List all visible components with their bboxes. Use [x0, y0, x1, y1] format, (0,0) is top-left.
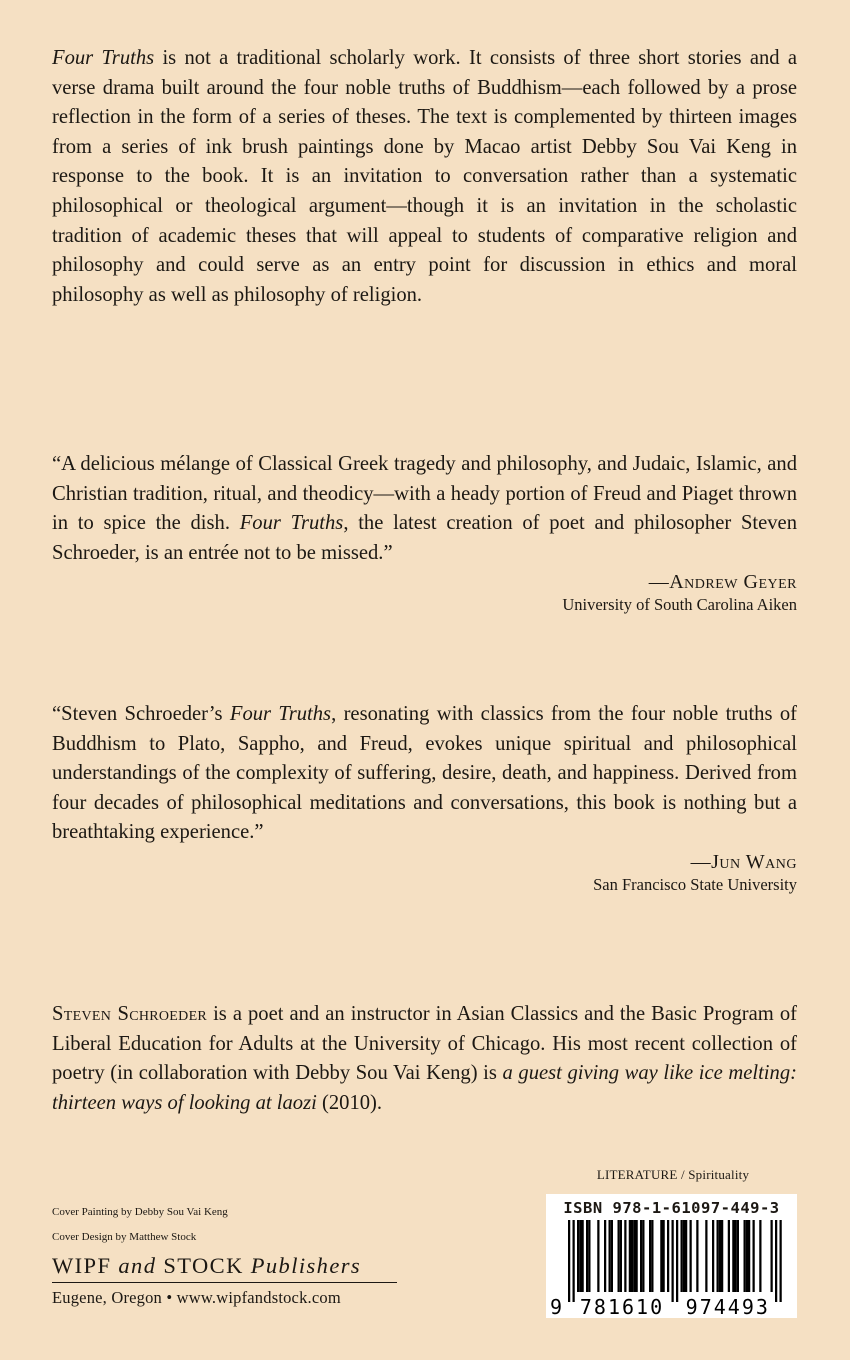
- author-name: Steven Schroeder: [52, 1003, 208, 1025]
- barcode-bar: [712, 1220, 714, 1292]
- barcode-bar: [604, 1220, 606, 1292]
- description-paragraph: Four Truths is not a traditional scholarly work. It consists of three short stories and a verse drama built around the four noble truths of Buddhism—each followed by a prose reflection in the form of a series of theses. The text is complemented by thirteen images from a series of ink brush paintings done by Macao artist Debby Sou Vai Keng in response to the book. It is an invitation to conversation rather than a systematic philosophical or theological argument—though it is an invitation in the scholastic tradition of academic theses that will appeal to students of comparative religion and philosophy and could serve as an entry point for discussion in ethics and moral philosophy as well as philosophy of religion.: [52, 47, 798, 306]
- author-bio: [52, 1000, 797, 1118]
- barcode-bar: [737, 1220, 739, 1292]
- barcode-bar: [588, 1220, 590, 1292]
- endorser-affiliation: San Francisco State University: [593, 874, 797, 894]
- endorsement-text: “Steven Schroeder’s Four Truths, resonating with classics from the four noble truths of Buddhism to Plato, Sappho, and Freud, evokes unique spiritual and philosophical understandings of the complexity of suffering, desire, death, and happiness. Derived from four decades of philosophical meditations and conversations, this book is nothing but a breathtaking experience.”: [52, 703, 797, 844]
- barcode-bar: [696, 1220, 698, 1292]
- endorsement-text: “A delicious mélange of Classical Greek tragedy and philosophy, and Judaic, Islamic, and Christian tradition, ritual, and theodicy—with a heady portion of Freud and Piaget thrown in to spice the dish. Four Truths, the latest creation of poet and philosopher Steven Schroeder, is an entrée not to be missed.”: [52, 453, 797, 564]
- barcode-bar: [660, 1220, 662, 1292]
- isbn-label: ISBN 978-1-61097-449-3: [563, 1199, 780, 1217]
- publisher-name: WIPF and STOCK Publishers: [52, 1253, 397, 1283]
- barcode-bar: [663, 1220, 665, 1292]
- barcode-bar: [633, 1220, 635, 1292]
- barcode-bar: [568, 1220, 570, 1302]
- barcode-bar: [759, 1220, 761, 1292]
- barcode-bar: [586, 1220, 588, 1292]
- barcode-graphic: [546, 1194, 797, 1318]
- barcode-bar: [676, 1220, 678, 1302]
- barcode-bar: [735, 1220, 737, 1292]
- barcode-bar: [705, 1220, 707, 1292]
- barcode-bar: [690, 1220, 692, 1292]
- barcode-bar: [636, 1220, 638, 1292]
- barcode-digits-left: 781610: [579, 1295, 665, 1318]
- endorser-name: —Andrew Geyer: [648, 571, 797, 594]
- barcode-bar: [746, 1220, 748, 1292]
- barcode-bar: [573, 1220, 575, 1302]
- author-bio-text: Steven Schroeder is a poet and an instructor in Asian Classics and the Basic Program of Liberal Education for Adults at the University of Chicago. His most recent collection of poetry (in collaboration with Debby Sou Vai Keng) is a guest giving way like ice melting: thirteen ways of looking at laozi (2010).: [52, 1003, 797, 1114]
- barcode-bar: [775, 1220, 777, 1302]
- barcode-bar: [717, 1220, 719, 1292]
- barcode-bar: [748, 1220, 750, 1292]
- barcode-bar: [753, 1220, 755, 1292]
- barcode-digit-first: 9: [550, 1295, 563, 1318]
- book-title: Four Truths: [52, 47, 155, 69]
- cover-painting-credit: Cover Painting by Debby Sou Vai Keng: [52, 1206, 228, 1218]
- barcode-bar: [649, 1220, 651, 1292]
- barcode-bar: [719, 1220, 721, 1292]
- barcode-bar: [640, 1220, 642, 1292]
- endorsement-attribution: [52, 571, 797, 617]
- barcode-bar: [631, 1220, 633, 1292]
- barcode-bar: [624, 1220, 626, 1292]
- endorsement-attribution: [52, 851, 797, 897]
- barcode-bar: [728, 1220, 730, 1292]
- barcode-bar: [672, 1220, 674, 1302]
- barcode-bar: [681, 1220, 683, 1292]
- barcode-bar: [651, 1220, 653, 1292]
- barcode-bar: [685, 1220, 687, 1292]
- barcode-bar: [642, 1220, 644, 1292]
- barcode-bar: [611, 1220, 613, 1292]
- barcode-bar: [667, 1220, 669, 1292]
- endorsement-geyer: [52, 450, 797, 617]
- barcode-bar: [620, 1220, 622, 1292]
- publisher-imprint: [52, 1253, 397, 1308]
- book-description: [52, 44, 797, 310]
- barcode-bar: [683, 1220, 685, 1292]
- isbn-barcode: [546, 1194, 797, 1318]
- barcode-bar: [577, 1220, 579, 1292]
- barcode-bar: [579, 1220, 581, 1292]
- barcode-bar: [629, 1220, 631, 1292]
- endorser-affiliation: University of South Carolina Aiken: [562, 595, 797, 615]
- barcode-bar: [582, 1220, 584, 1292]
- barcode-bar: [618, 1220, 620, 1292]
- barcode-bar: [732, 1220, 734, 1292]
- barcode-bar: [597, 1220, 599, 1292]
- barcode-bar: [771, 1220, 773, 1292]
- subject-category: LITERATURE / Spirituality: [596, 1167, 750, 1182]
- barcode-bar: [744, 1220, 746, 1292]
- publisher-location: Eugene, Oregon • www.wipfandstock.com: [52, 1288, 341, 1307]
- cover-design-credit: Cover Design by Matthew Stock: [52, 1231, 197, 1243]
- barcode-bar: [780, 1220, 782, 1302]
- barcode-bar: [609, 1220, 611, 1292]
- endorsement-wang: [52, 700, 797, 897]
- endorser-name: —Jun Wang: [690, 850, 797, 873]
- barcode-bar: [721, 1220, 723, 1292]
- cover-credits: [52, 1200, 228, 1250]
- barcode-digits-right: 974493: [685, 1295, 770, 1318]
